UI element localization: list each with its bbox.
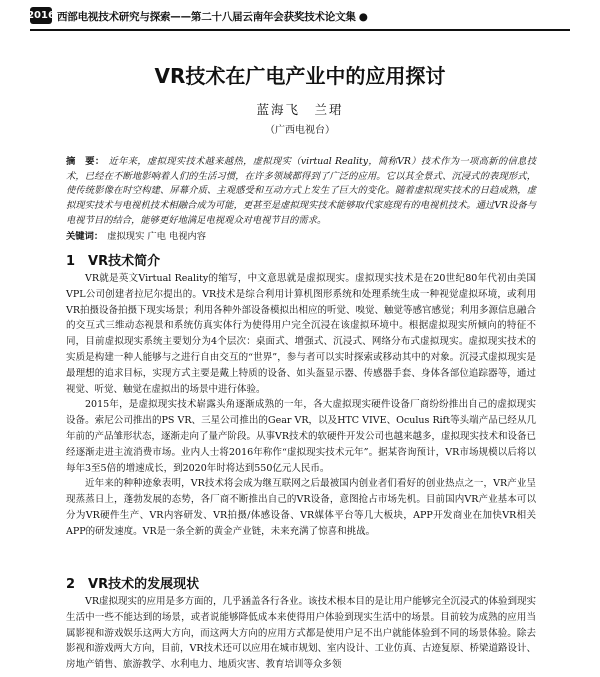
section-2-heading: 2 VR技术的发展现状 — [66, 577, 200, 592]
abstract-label: 摘 要： — [66, 156, 105, 167]
section-1-paragraph: VR就是英文Virtual Reality的缩写，中文意思就是虚拟现实。虚拟现实技术是在20世纪80年代初由美国VPL公司创建者拉尼尔提出的。VR技术是综合利用计算机图形系统和处理系统生成一种视觉虚拟环境，或利用VR拍摄设备拍摄下现实场景；利用各种外部设备模拟出相应的听觉、嗅觉、触觉等感官感觉；利用多源信息融合的交互式三维动态视景和系统仿真实体行为使得用户完全沉浸在该虚拟环境中。根据虚拟现实所倾向的特征不同，目前虚拟现实系统主要划分为4个层次：桌面式、增强式、沉浸式、网络分布式虚拟现实。虚拟现实技术的实质是构建一种人能够与之进行自由交互的“世界”，参与者可以实时探索或移动其中的对象。沉浸式虚拟现实是最理想的追求目标，实现方式主要是戴上特质的设备、如头盔显示器、传感器手套、身体各部位追踪器等，通过视觉、听觉、触觉在虚拟出的场景中进行体验。 — [66, 273, 537, 395]
section-1-paragraph: 近年来的种种迹象表明，VR技术将会成为继互联网之后最被国内创业者们看好的创业热点之一，VR产业呈现蒸蒸日上，蓬勃发展的态势，各厂商不断推出自己的VR设备，意图抢占市场先机。目前国内VR产业基本可以分为VR硬件生产、VR内容研发、VR拍摄/体感设备、VR媒体平台等几大板块，APP开发商业在加快VR相关APP的研发速度。VR是一条全新的黄金产业链，未来充满了惊喜和挑战。 — [66, 478, 536, 537]
keywords-label: 关键词： — [66, 231, 104, 242]
page-header — [27, 7, 570, 31]
section-1-heading: 1 VR技术简介 — [66, 254, 161, 269]
running-title-text: 西部电视技术研究与探索——第二十八届云南年会获奖技术论文集 — [57, 11, 356, 23]
end-mark-icon: ● — [358, 11, 368, 23]
section-1-paragraph: 2015年，是虚拟现实技术崭露头角逐渐成熟的一年，各大虚拟现实硬件设备厂商纷纷推出自己的虚拟现实设备。索尼公司推出的PS VR、三星公司推出的Gear VR，以及HTC VIVE、Oculus Rift等头端产品已经从几年前的产品雏形状态，逐渐走向了量产阶段。从事VR技术的软硬件开发公司也越来越多，虚拟现实技术和设备已经逐渐走进主流消费市场。业内人士将2016年称作“虚拟现实技术元年”。据某咨询预计，VR市场规模以后将以每年3至5倍的增速成长，到2020年时将达到550亿元人民币。 — [66, 399, 537, 474]
paper-affiliation: （广西电视台） — [265, 125, 335, 136]
paper-title: VR技术在广电产业中的应用探讨 — [154, 64, 446, 88]
keywords-text: 虚拟现实 广电 电视内容 — [107, 231, 207, 242]
abstract-text: 近年来，虚拟现实技术越来越热，虚拟现实（virtual Reality，简称VR）技术作为一项高新的信息技术，已经在不断地影响着人们的生活习惯，在许多领域都得到了广泛的应用。它以其全景式、沉浸式的表现形式，使传统影像在时空构建、屏幕介质、主观感受和互动方式上发生了巨大的变化。随着虚拟现实技术的日趋成熟，虚拟现实技术与电视机技术相融合成为可能，更甚至是虚拟现实技术能够取代家庭现有的电视机技术。通过VR设备与电视节目的结合，能够更好地满足电视观众对电视节目的需求。 — [66, 156, 536, 226]
running-title — [57, 9, 368, 24]
section-1-body — [66, 271, 536, 540]
section-2-body — [66, 594, 536, 673]
paper-authors: 蓝海飞 兰珺 — [256, 102, 344, 117]
keywords — [66, 230, 536, 245]
section-2-paragraph: VR虚拟现实的应用是多方面的，几乎涵盖各行各业。该技术根本目的是让用户能够完全沉浸式的体验到现实生活中一些不能达到的场景，或者说能够降低成本来使得用户体验到现实生活中的场景。目前较为成熟的应用当属影视和游戏娱乐这两大方向，而这两大方向的应用方式都是使用户足不出户就能体验到不同的场景体验。除去影视和游戏两大方向，目前，VR技术还可以应用在城市规划、室内设计、工业仿真、古迹复原、桥梁道路设计、房地产销售、旅游教学、水利电力、地质灾害、教育培训等众多领 — [66, 596, 537, 671]
abstract — [66, 155, 536, 229]
page-number-badge: 2016 — [30, 7, 52, 24]
